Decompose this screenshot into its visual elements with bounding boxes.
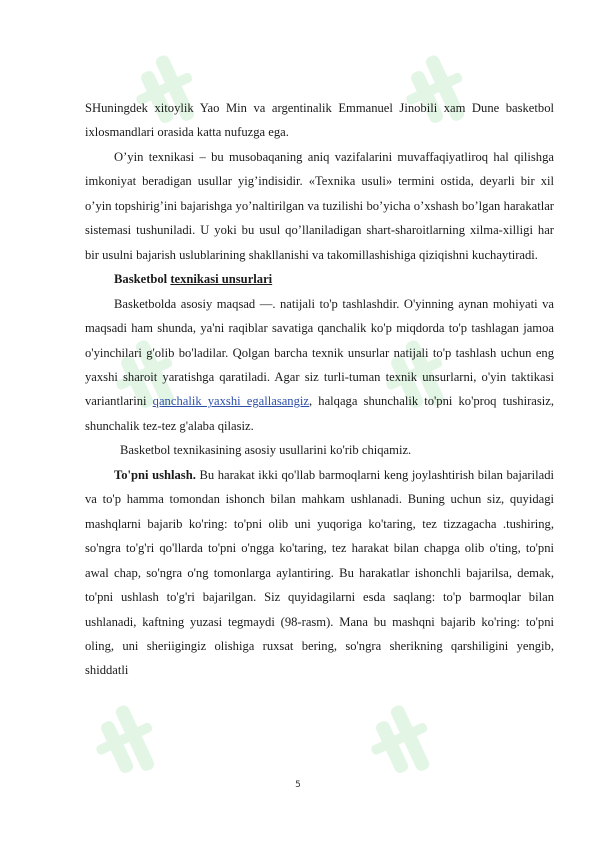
paragraph-main-goal-text: Basketbolda asosiy maqsad —. natijali to'p tashlashdir. O'yinning aynan mohiyati va maqsadi ham shunda, ya'ni raqiblar savatiga qanchalik ko'p miqdorda to'p tashlagan jamoa o'yinchilari g'olib bo'ladilar. Qolgan barcha texnik unsurlar natijali to'p tashlash uchun eng yaxshi sharoit yaratishga qaratiladi. Agar siz turli-tuman texnik unsurlarni, o'yin taktikasi variantlarini [85, 296, 554, 409]
paragraph-main-goal-end: , halqaga shunchalik to'pni ko'proq tushirasiz, shunchalik tez-tez g'alaba qilasiz. [85, 394, 554, 433]
watermark-logo [359, 698, 443, 787]
section-heading [85, 267, 554, 291]
heading-underlined: texnikasi unsurlari [170, 272, 273, 287]
heading-word: Basketbol [114, 272, 168, 287]
watermark-logo [84, 698, 168, 787]
term-ball-catching: To'pni ushlash. [114, 467, 196, 482]
paragraph-intro: SHuningdek xitoylik Yao Min va argentinalik Emmanuel Jinobili xam Dune basketbol ixlosmandlari orasida katta nufuzga ega. [85, 101, 554, 140]
paragraph-ball-catching [85, 463, 554, 683]
paragraph-game-technique: O’yin texnikasi – bu musobaqaning aniq vazifalarini muvaffaqiyatliroq hal qilishga imkoniyat beradigan usullar yig’indisidir. «Texnika usuli» termini ostida, deyarli bir xil o’yin topshirig’ini bajarishga yo’naltirilgan va tuzilishi bo’yicha o’xshash bo’lgan harakatlar sistemasi tushuniladi. U yoki bu usul qo’llaniladigan shart-sharoitlarning xilma-xilligi har bir usulni bajarish uslublarining shakllanishi va takomillashishiga qiziqishni kuchaytiradi. [85, 149, 554, 262]
page-number: 5 [295, 780, 301, 790]
paragraph-ball-catching-text: Bu harakat ikki qo'llab barmoqlarni keng joylashtirish bilan bajariladi va to'p hamma tomondan ishonch bilan mahkam ushlanadi. Buning uchun siz, quyidagi mashqlarni bajarib ko'ring: to'pni olib uni yuqoriga ko'taring, tez tizzagacha .tushiring, so'ngra to'g'ri qo'llarda to'pni o'ngga ko'taring, tez harakat bilan chapga olib o'ting, to'pni awal chap, so'ngra o'ng tomonlarga aylantiring. Bu harakatlar ishonchli bajarilsa, demak, to'pni ushlash to'g'ri bajarilgan. Siz quyidagilarni esda saqlang: to'p barmoqlar bilan ushlanadi, kaftning yuzasi tegmaydi (98-rasm). Mana bu mashqni bajarib ko'ring: to'pni oling, uni sheriigingiz olishiga ruxsat bering, so'ngra sherikning qarshiligini yengib, shiddatli [85, 467, 555, 678]
inline-link[interactable]: qanchalik yaxshi egallasangiz [152, 394, 309, 409]
paragraph-basic-methods: Basketbol texnikasining asosiy usullarini ko'rib chiqamiz. [120, 443, 412, 458]
paragraph-main-goal [85, 292, 554, 439]
document-body [85, 96, 554, 683]
